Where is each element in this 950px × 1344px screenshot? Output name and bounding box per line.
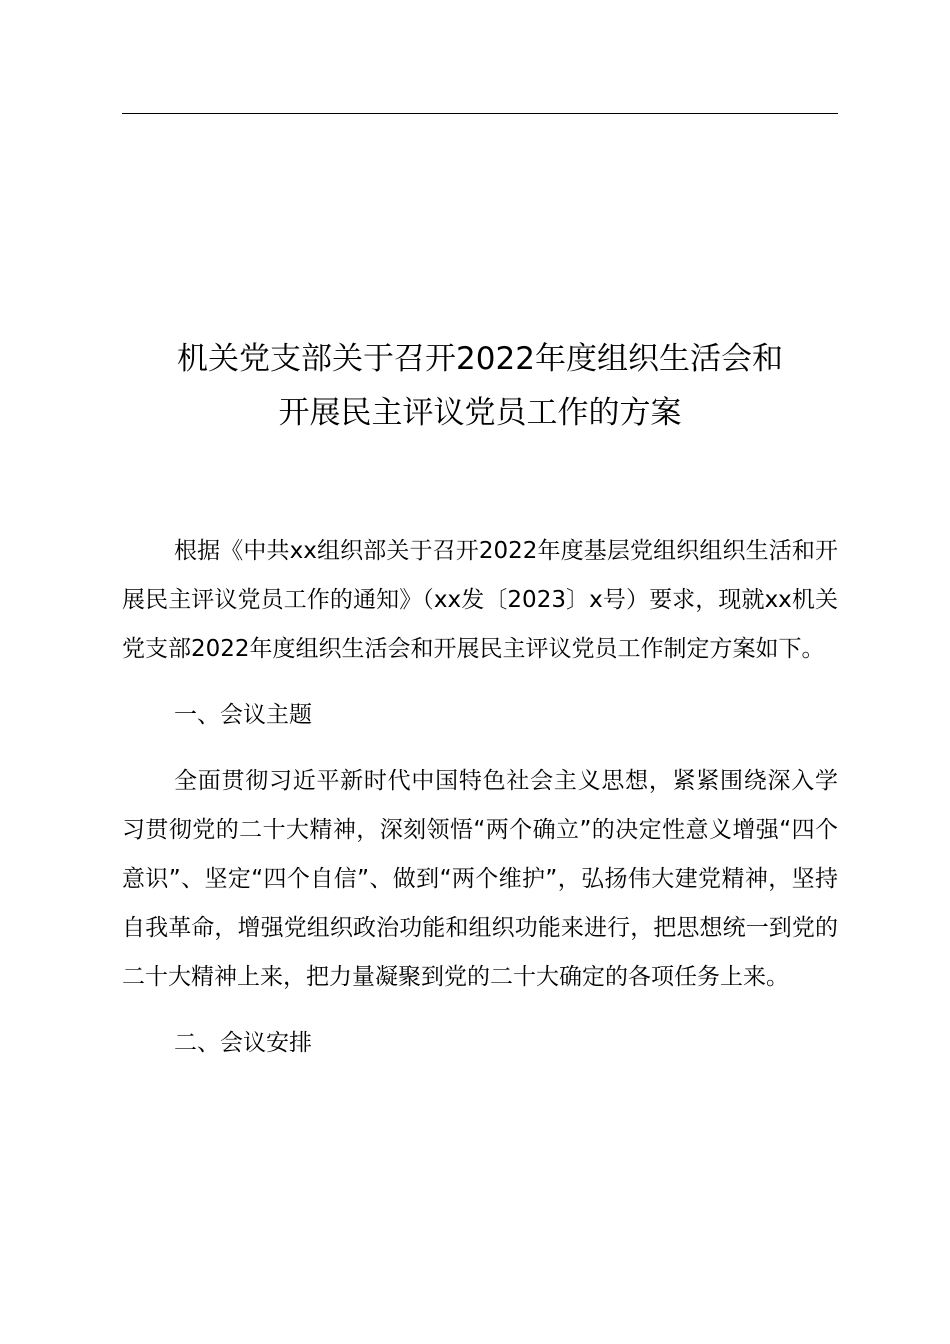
section-heading-theme: 一、会议主题 [174, 702, 312, 728]
theme-paragraph: 全面贯彻习近平新时代中国特色社会主义思想，紧紧围绕深入学习贯彻党的二十大精神，深刻领悟“两个确立”的决定性意义增强“四个意识”、坚定“四个自信”、做到“两个维护”，弘扬伟大建党精神，坚持自我革命，增强党组织政治功能和组织功能来进行，把思想统一到党的二十大精神上来，把力量凝聚到党的二十大确定的各项任务上来。 [122, 768, 838, 990]
document-title [100, 332, 860, 440]
title-line-1: 机关党支部关于召开2022年度组织生活会和 [177, 341, 783, 377]
title-line-2: 开展民主评议党员工作的方案 [278, 395, 682, 431]
header-rule [122, 113, 838, 114]
intro-paragraph: 根据《中共xx组织部关于召开2022年度基层党组织组织生活和开展民主评议党员工作的通知》（xx发〔2023〕x号）要求，现就xx机关党支部2022年度组织生活会和开展民主评议党员工作制定方案如下。 [122, 538, 838, 662]
document-body [122, 527, 838, 1068]
section-heading-arrangement: 二、会议安排 [174, 1030, 312, 1056]
